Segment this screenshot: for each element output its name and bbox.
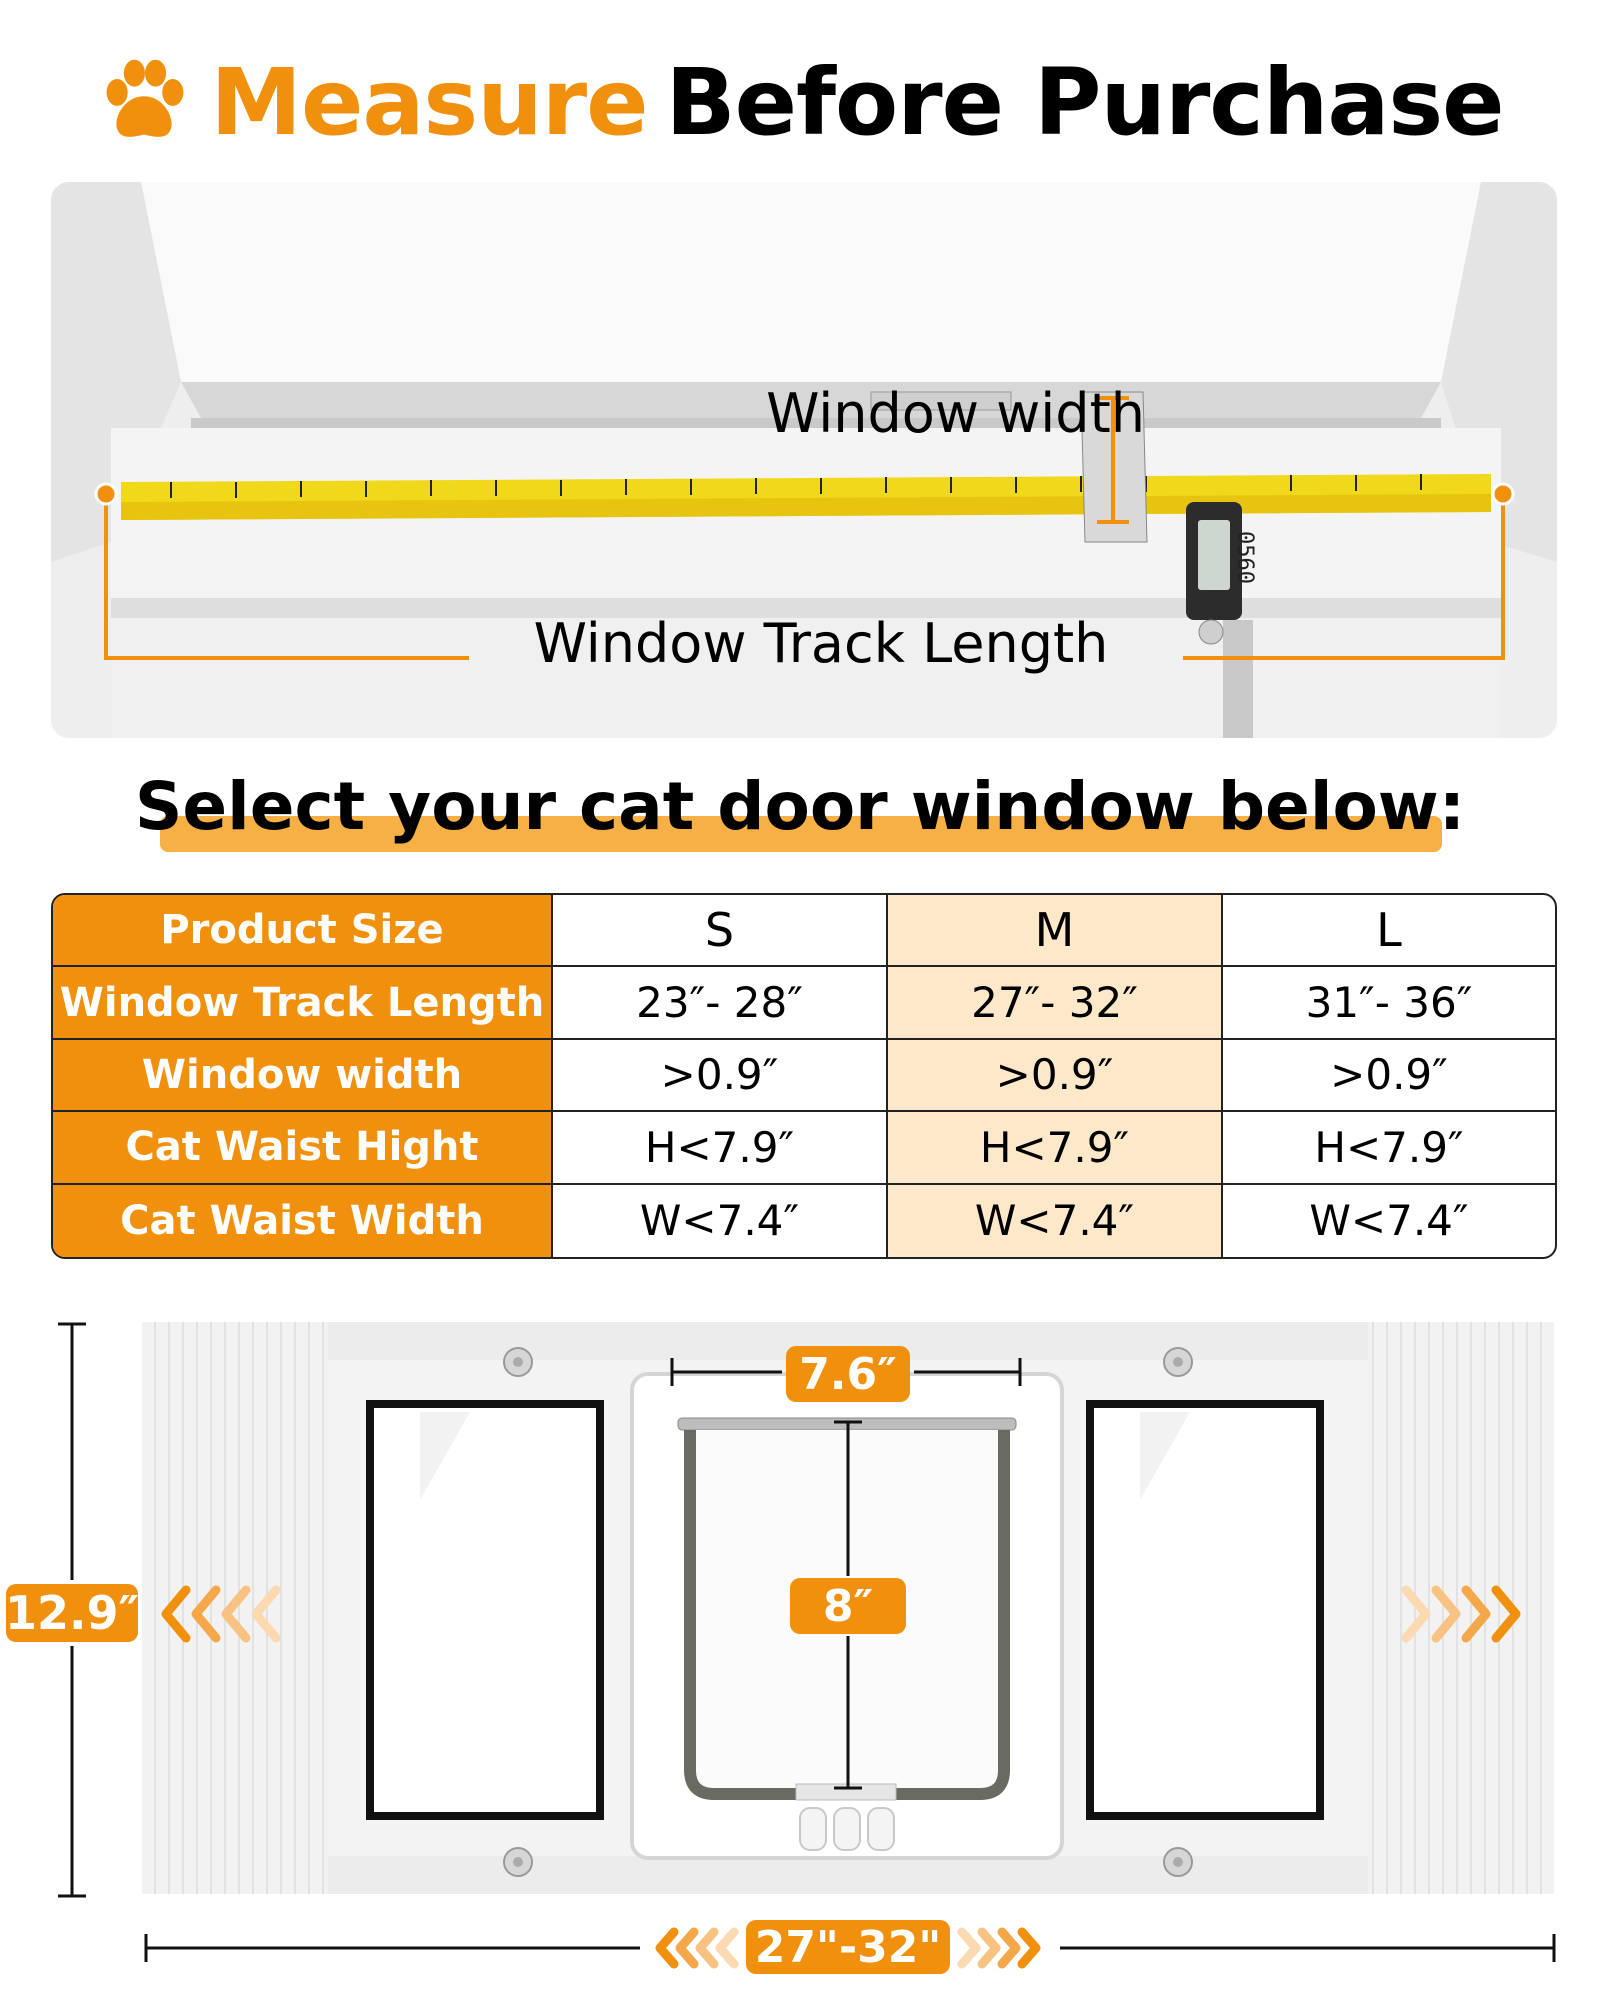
window-width-label: Window width [766, 382, 1145, 445]
table-cell: 27″- 32″ [888, 967, 1223, 1039]
title-rest: Before Purchase [665, 48, 1504, 156]
row-label-track-length: Window Track Length [53, 967, 553, 1039]
flap-height-badge: 8″ [790, 1578, 906, 1634]
paw-icon [96, 54, 192, 150]
table-cell: 31″- 36″ [1223, 967, 1555, 1039]
size-l: L [1223, 895, 1555, 967]
table-cell: H<7.9″ [888, 1112, 1223, 1184]
table-cell: >0.9″ [888, 1040, 1223, 1112]
table-cell: >0.9″ [1223, 1040, 1555, 1112]
panel-height-badge: 12.9″ [4, 1586, 140, 1640]
table-cell: >0.9″ [553, 1040, 888, 1112]
caliper-reading: 0560 [1232, 530, 1257, 584]
table-cell: W<7.4″ [1309, 1196, 1469, 1246]
row-label-cat-waist-hight: Cat Waist Hight [53, 1112, 553, 1184]
table-cell: W<7.4″ [553, 1185, 888, 1257]
size-s: S [553, 895, 888, 967]
page-title [0, 42, 1600, 162]
cat-door-panel-illustration [0, 1300, 1600, 2000]
table-cell: H<7.9″ [1223, 1112, 1555, 1184]
product-diagram [0, 1300, 1600, 2000]
flap-width-badge: 7.6″ [786, 1346, 910, 1402]
size-m: M [888, 895, 1223, 967]
table-cell: W<7.4″ [888, 1185, 1223, 1257]
table-header-label: Product Size [53, 895, 553, 967]
title-highlight: Measure [210, 48, 648, 156]
table-cell: 23″- 28″ [553, 967, 888, 1039]
row-label-window-width: Window width [53, 1040, 553, 1112]
window-track-length-label: Window Track Length [533, 612, 1109, 675]
size-table [51, 893, 1557, 1259]
table-cell: H<7.9″ [553, 1112, 888, 1184]
subtitle: Select your cat door window below: [134, 768, 1466, 845]
measure-photo [51, 182, 1557, 738]
row-label-cat-waist-width: Cat Waist Width [53, 1185, 553, 1257]
panel-length-badge: 27"-32" [746, 1920, 950, 1974]
